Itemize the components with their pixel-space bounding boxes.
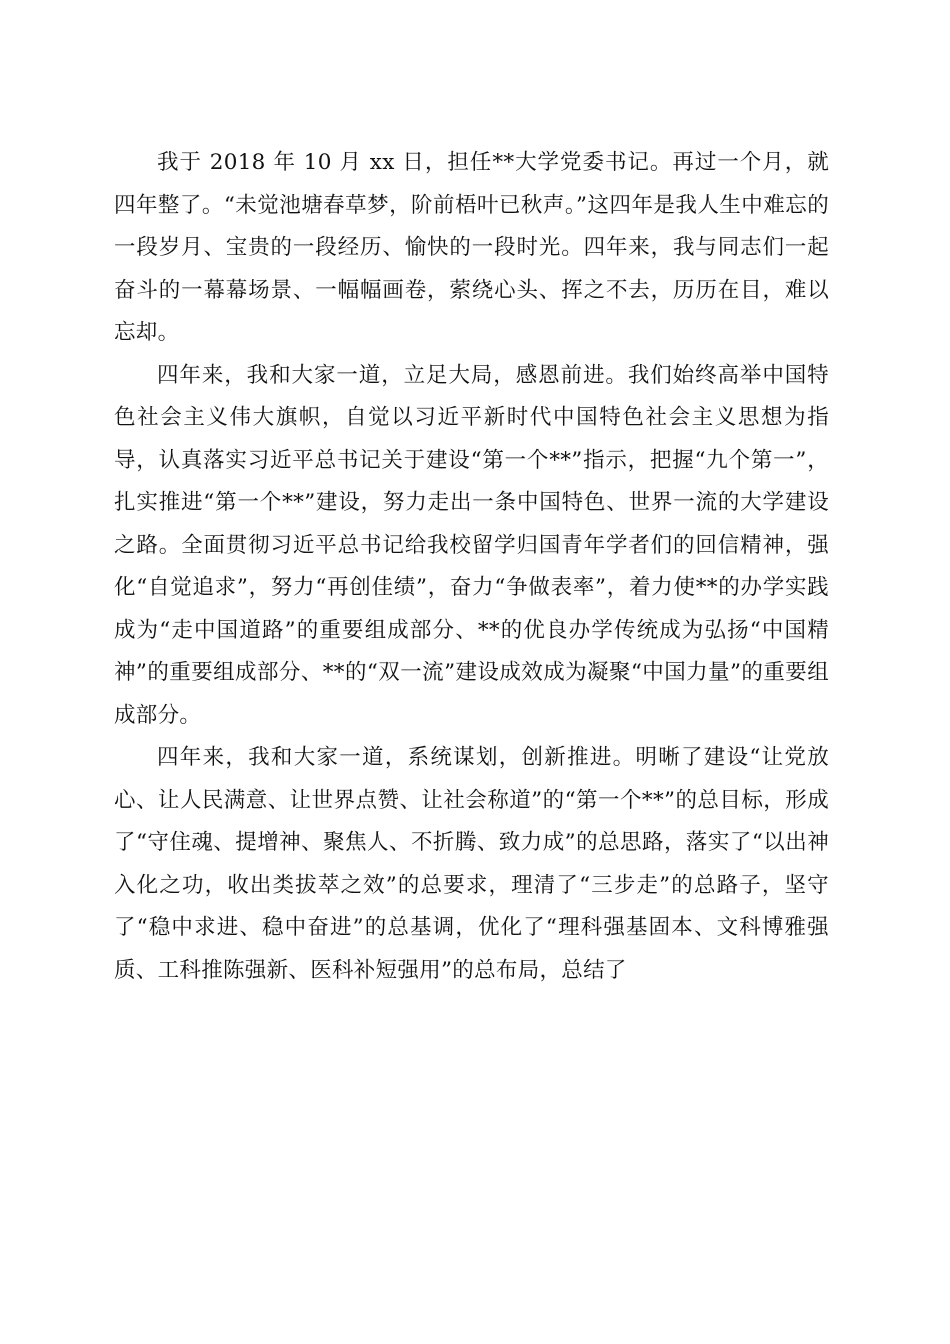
document-body [114,142,829,992]
paragraph-1: 我于 2018 年 10 月 xx 日，担任**大学党委书记。再过一个月，就四年整了。“未觉池塘春草梦，阶前梧叶已秋声。”这四年是我人生中难忘的一段岁月、宝贵的一段经历、愉快的一段时光。四年来，我与同志们一起奋斗的一幕幕场景、一幅幅画卷，萦绕心头、挥之不去，历历在目，难以忘却。 [114,150,829,345]
paragraph-3: 四年来，我和大家一道，系统谋划，创新推进。明晰了建设“让党放心、让人民满意、让世界点赞、让社会称道”的“第一个**”的总目标，形成了“守住魂、提增神、聚焦人、不折腾、致力成”的总思路，落实了“以出神入化之功，收出类拔萃之效”的总要求，理清了“三步走”的总路子，坚守了“稳中求进、稳中奋进”的总基调，优化了“理科强基固本、文科博雅强质、工科推陈强新、医科补短强用”的总布局，总结了 [114,745,829,983]
paragraph-2: 四年来，我和大家一道，立足大局，感恩前进。我们始终高举中国特色社会主义伟大旗帜，自觉以习近平新时代中国特色社会主义思想为指导，认真落实习近平总书记关于建设“第一个**”指示，把握“九个第一”，扎实推进“第一个**”建设，努力走出一条中国特色、世界一流的大学建设之路。全面贯彻习近平总书记给我校留学归国青年学者们的回信精神，强化“自觉追求”，努力“再创佳绩”，奋力“争做表率”，着力使**的办学实践成为“走中国道路”的重要组成部分、**的优良办学传统成为弘扬“中国精神”的重要组成部分、**的“双一流”建设成效成为凝聚“中国力量”的重要组成部分。 [114,362,829,728]
